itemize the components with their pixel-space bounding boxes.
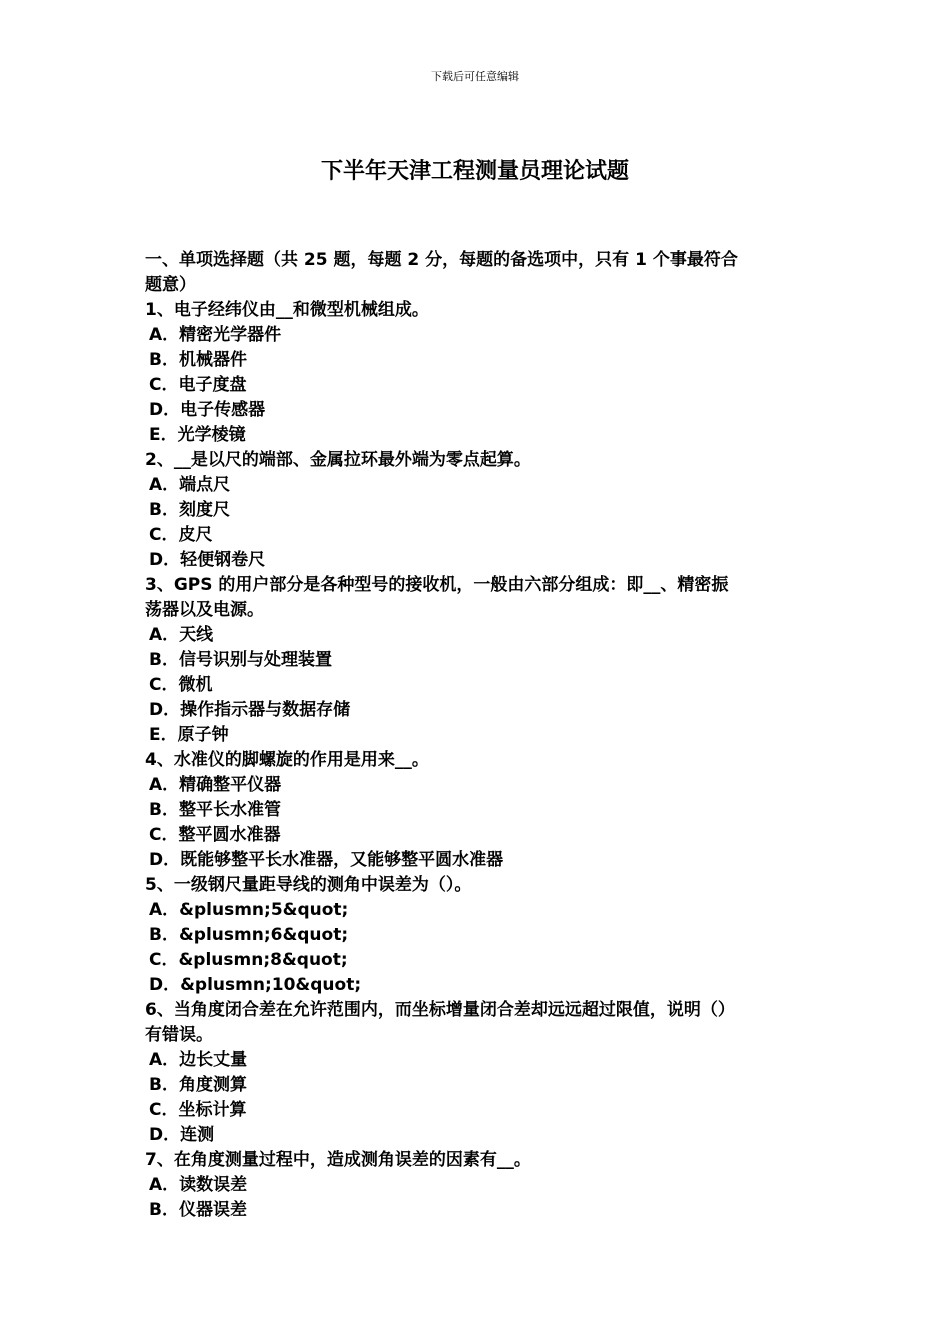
question-1-option: A．精密光学器件 [149,325,282,345]
question-4-option: C．整平圆水准器 [149,825,281,845]
question-2-option: B．刻度尺 [149,500,230,520]
question-2-option: D．轻便钢卷尺 [149,550,266,570]
question-4-option: B．整平长水准管 [149,800,281,820]
question-6-stem: 有错误。 [145,1025,213,1045]
question-2-option: C．皮尺 [149,525,213,545]
question-1-option: B．机械器件 [149,350,247,370]
question-4-stem: 4、水准仪的脚螺旋的作用是用来__。 [145,750,429,770]
question-list [145,248,810,1223]
question-2-option: A．端点尺 [149,475,231,495]
question-4-option: A．精确整平仪器 [149,775,282,795]
question-2-stem: 2、__是以尺的端部、金属拉环最外端为零点起算。 [145,450,531,470]
question-1-option: D．电子传感器 [149,400,266,420]
page-title: 下半年天津工程测量员理论试题 [320,159,629,184]
question-6-option: D．连测 [149,1125,215,1145]
question-6-option: B．角度测算 [149,1075,247,1095]
question-5-stem: 5、一级钢尺量距导线的测角中误差为（）。 [145,875,472,895]
question-5-option: A．&plusmn;5&quot; [149,900,349,920]
section-heading-line-2: 题意） [145,275,196,295]
question-6-option: C．坐标计算 [149,1100,247,1120]
question-1-option: C．电子度盘 [149,375,247,395]
question-3-option: A．天线 [149,625,214,645]
question-7-option: B．仪器误差 [149,1200,247,1220]
question-7-option: A．读数误差 [149,1175,248,1195]
question-3-option: E．原子钟 [149,725,229,745]
page-header: 下载后可任意编辑 [431,70,519,83]
question-6-option: A．边长丈量 [149,1050,248,1070]
question-3-option: D．操作指示器与数据存储 [149,700,351,720]
question-3-stem: 3、GPS 的用户部分是各种型号的接收机，一般由六部分组成：即__、精密振 [145,575,729,595]
question-5-option: C．&plusmn;8&quot; [149,950,348,970]
question-1-stem: 1、电子经纬仪由__和微型机械组成。 [145,300,429,320]
question-3-option: B．信号识别与处理装置 [149,650,332,670]
question-4-option: D．既能够整平长水准器，又能够整平圆水准器 [149,850,504,870]
question-7-stem: 7、在角度测量过程中，造成测角误差的因素有__。 [145,1150,531,1170]
question-1-option: E．光学棱镜 [149,425,246,445]
questions-container [145,298,810,1223]
question-5-option: B．&plusmn;6&quot; [149,925,349,945]
section-heading-line-1: 一、单项选择题（共 25 题，每题 2 分，每题的备选项中，只有 1 个事最符合 [145,250,738,270]
question-3-option: C．微机 [149,675,213,695]
question-3-stem: 荡器以及电源。 [145,600,264,620]
question-6-stem: 6、当角度闭合差在允许范围内，而坐标增量闭合差却远远超过限值，说明（） [145,1000,735,1020]
question-5-option: D．&plusmn;10&quot; [149,975,362,995]
